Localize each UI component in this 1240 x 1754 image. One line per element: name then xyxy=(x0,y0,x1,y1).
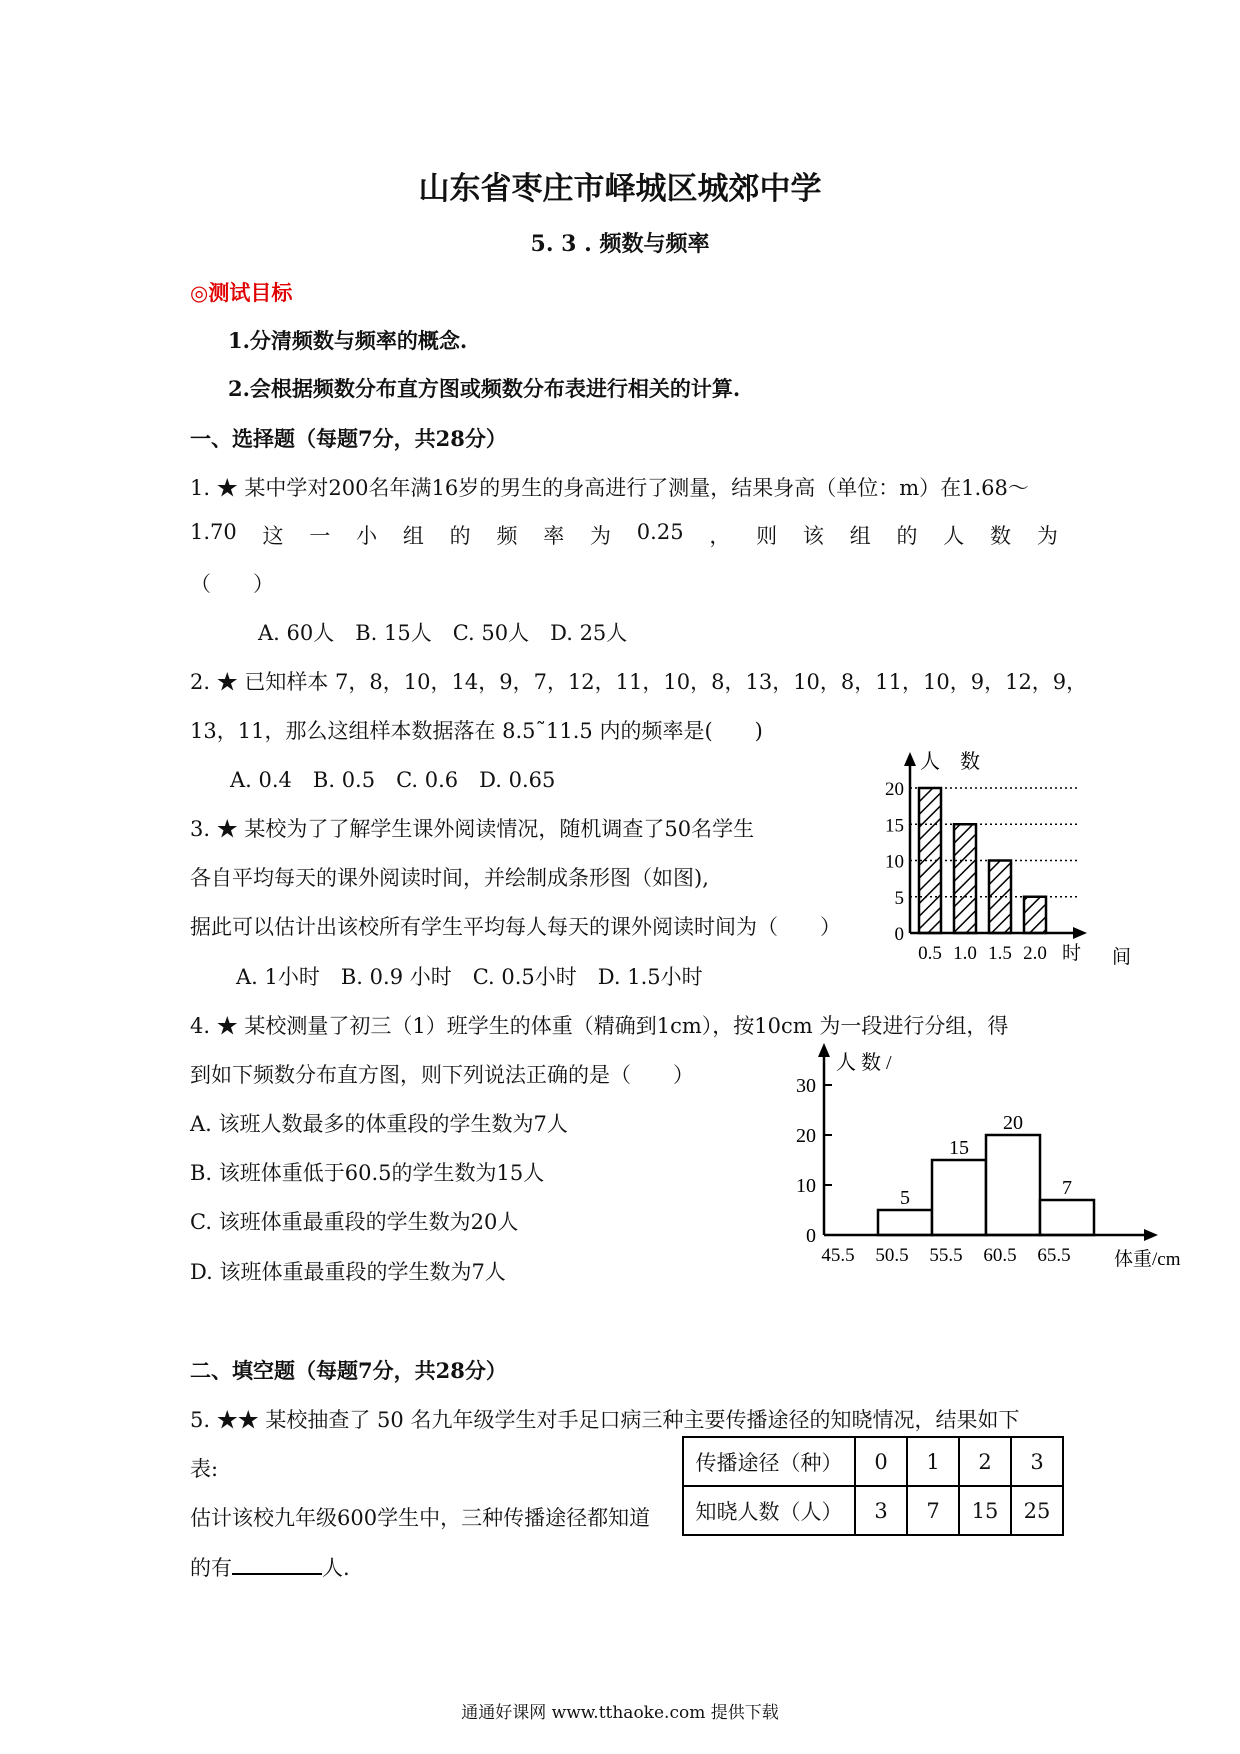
table-cell: 25 xyxy=(1011,1486,1063,1535)
part1-heading: 一、选择题（每题7分，共28分） xyxy=(190,426,507,451)
x-tick-label: 2.0 xyxy=(1023,943,1047,964)
y-axis-arrow xyxy=(818,1043,830,1057)
y-tick-label: 20 xyxy=(885,779,904,800)
table-cell: 2 xyxy=(959,1437,1011,1486)
q1-line2-word: 率 xyxy=(543,524,565,548)
table-cell: 3 xyxy=(1011,1437,1063,1486)
y-axis-label: 人 数 xyxy=(920,751,980,773)
table-cell: 0 xyxy=(855,1437,907,1486)
q1-line2-word: 这 xyxy=(262,524,284,548)
x-axis-label-part: 间 xyxy=(1112,947,1132,968)
y-tick-label: 10 xyxy=(796,1175,816,1197)
q4-line1: 4. ★ 某校测量了初三（1）班学生的体重（精确到1cm），按10cm 为一段进行分组，得 xyxy=(190,1014,1009,1038)
q1-options: A. 60人 B. 15人 C. 50人 D. 25人 xyxy=(258,621,628,645)
table-row xyxy=(683,1486,1063,1535)
x-tick-label: 65.5 xyxy=(1037,1245,1071,1266)
bar xyxy=(1024,897,1046,933)
q5-line4 xyxy=(190,1552,350,1582)
bar-value-label: 15 xyxy=(949,1137,969,1159)
table-cell: 知晓人数（人） xyxy=(683,1486,855,1535)
x-axis-arrow xyxy=(1073,927,1087,939)
q1-line2-word: 频 xyxy=(496,524,518,548)
q1-line2-word: 数 xyxy=(990,524,1012,548)
bar xyxy=(954,824,976,933)
q1-line3: （ ） xyxy=(190,572,274,596)
y-tick-label: 15 xyxy=(885,815,904,837)
q1-line2-word: 小 xyxy=(356,524,378,548)
x-axis-label-part: 时 xyxy=(1062,943,1082,964)
q3-options: A. 1小时 B. 0.9 小时 C. 0.5小时 D. 1.5小时 xyxy=(236,965,703,989)
answer-blank xyxy=(232,1555,322,1575)
q1-line2-word: 为 xyxy=(590,524,612,548)
bar xyxy=(919,788,941,933)
bar-value-label: 5 xyxy=(900,1187,910,1209)
q4-option-a: A. 该班人数最多的体重段的学生数为7人 xyxy=(190,1112,568,1136)
section-title: 5. 3 . 频数与频率 xyxy=(530,231,710,257)
y-tick-label: 20 xyxy=(796,1125,816,1147)
x-tick-label: 55.5 xyxy=(929,1245,963,1266)
q1-line2-word: 的 xyxy=(896,524,918,548)
q1-line1: 1. ★ 某中学对200名年满16岁的男生的身高进行了测量，结果身高（单位：m）在1.68～ xyxy=(190,476,1029,500)
q1-line2-word: ， xyxy=(709,524,731,548)
x-tick-label: 50.5 xyxy=(875,1245,909,1266)
x-axis-arrow xyxy=(1144,1229,1158,1241)
bar-value-label: 20 xyxy=(1003,1112,1023,1134)
q4-option-c: C. 该班体重最重段的学生数为20人 xyxy=(190,1210,519,1234)
q2-line2: 13，11，那么这组样本数据落在 8.5˜11.5 内的频率是( ) xyxy=(190,719,763,743)
y-tick-label: 0 xyxy=(806,1225,816,1247)
table-cell: 传播途径（种） xyxy=(683,1437,855,1486)
q4-line2: 到如下频数分布直方图，则下列说法正确的是（ ） xyxy=(190,1063,694,1087)
transmission-table xyxy=(682,1436,1064,1536)
y-axis-arrow xyxy=(904,752,916,766)
q5-line1: 5. ★★ 某校抽查了 50 名九年级学生对手足口病三种主要传播途径的知晓情况，结果如下 xyxy=(190,1408,1020,1432)
table-cell: 7 xyxy=(907,1486,959,1535)
q1-line2-word: 一 xyxy=(309,524,331,548)
objectives-heading: ◎测试目标 xyxy=(190,280,293,305)
q2-line1: 2. ★ 已知样本 7，8，10，14，9，7，12，11，10，8，13，10，8，11，10，9，12，9， xyxy=(190,670,1088,694)
histogram-bar xyxy=(932,1160,986,1235)
q1-line2-word: 的 xyxy=(449,524,471,548)
x-tick-label: 45.5 xyxy=(821,1245,855,1266)
bar-value-label: 7 xyxy=(1062,1177,1072,1199)
x-tick-label: 0.5 xyxy=(918,943,942,964)
table-cell: 15 xyxy=(959,1486,1011,1535)
q1-line2-word: 则 xyxy=(756,524,778,548)
q5-line3: 估计该校九年级600学生中，三种传播途径都知道 xyxy=(190,1506,651,1530)
y-tick-label: 10 xyxy=(885,851,904,873)
x-axis-label: 体重/cm xyxy=(1114,1249,1181,1270)
footer-credit: 通通好课网 www.tthaoke.com 提供下载 xyxy=(461,1703,779,1723)
objective-1: 1.分清频数与频率的概念. xyxy=(228,328,468,353)
histogram-bar xyxy=(986,1135,1040,1235)
objective-2: 2.会根据频数分布直方图或频数分布表进行相关的计算. xyxy=(228,376,741,401)
q4-option-d: D. 该班体重最重段的学生数为7人 xyxy=(190,1260,506,1284)
q4-option-b: B. 该班体重低于60.5的学生数为15人 xyxy=(190,1161,545,1185)
table-cell: 1 xyxy=(907,1437,959,1486)
q1-line2-word: 0.25 xyxy=(636,520,684,544)
q1-line2 xyxy=(190,520,1058,550)
q1-line2-word: 人 xyxy=(943,524,965,548)
x-tick-label: 60.5 xyxy=(983,1245,1017,1266)
q1-line2-word: 组 xyxy=(402,524,424,548)
y-tick-label: 0 xyxy=(894,924,904,945)
q1-line2-word: 为 xyxy=(1036,524,1058,548)
x-tick-label: 1.5 xyxy=(988,943,1012,964)
y-axis-label: 人 数 / xyxy=(836,1052,892,1074)
q1-line2-word: 组 xyxy=(849,524,871,548)
histogram-bar xyxy=(878,1210,932,1235)
bar xyxy=(989,861,1011,934)
y-tick-label: 30 xyxy=(796,1075,816,1097)
part2-heading: 二、填空题（每题7分，共28分） xyxy=(190,1358,507,1383)
q3-line3: 据此可以估计出该校所有学生平均每人每天的课外阅读时间为（ ） xyxy=(190,915,841,939)
q1-line2-word: 该 xyxy=(802,524,824,548)
q2-options: A. 0.4 B. 0.5 C. 0.6 D. 0.65 xyxy=(230,768,556,792)
weight-histogram xyxy=(780,1035,1220,1275)
q1-line2-word: 1.70 xyxy=(190,520,237,544)
reading-time-bar-chart xyxy=(870,748,1150,978)
table-cell: 3 xyxy=(855,1486,907,1535)
q5-line4-suffix: 人. xyxy=(322,1556,350,1580)
q3-line1: 3. ★ 某校为了了解学生课外阅读情况，随机调查了50名学生 xyxy=(190,817,755,841)
x-tick-label: 1.0 xyxy=(953,943,977,964)
q5-line4-prefix: 的有 xyxy=(190,1556,232,1580)
histogram-bar xyxy=(1040,1200,1094,1235)
q3-line2: 各自平均每天的课外阅读时间，并绘制成条形图（如图), xyxy=(190,866,709,890)
q5-line2: 表: xyxy=(190,1457,219,1481)
table-row xyxy=(683,1437,1063,1486)
y-tick-label: 5 xyxy=(894,887,904,909)
school-title: 山东省枣庄市峄城区城郊中学 xyxy=(418,171,822,207)
